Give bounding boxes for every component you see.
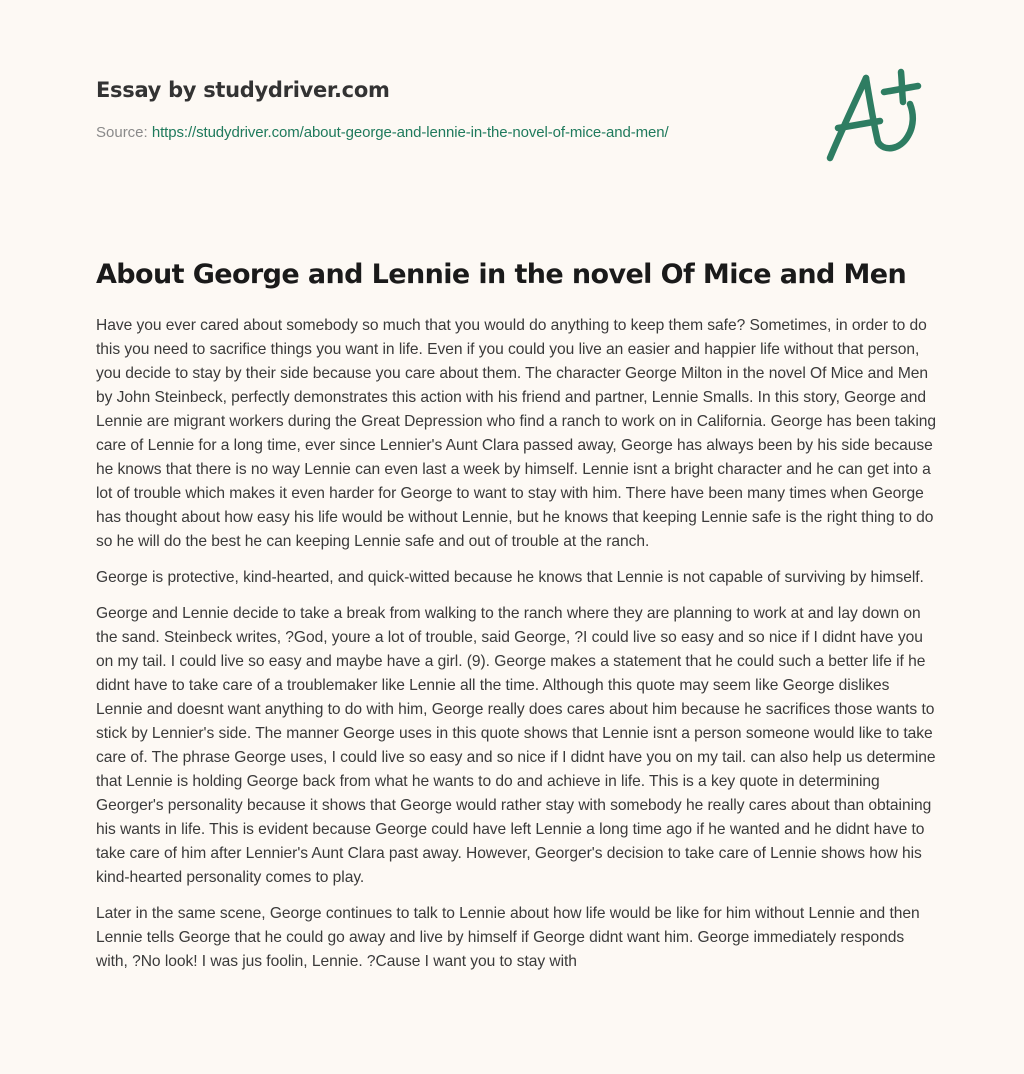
essay-paragraph: George is protective, kind-hearted, and quick-witted because he knows that Lennie is not capable of surviving by himself. [96,569,924,586]
source-label: Source: [96,124,152,141]
essay-paragraph: Later in the same scene, George continues to talk to Lennie about how life would be like for him without Lennie and then Lennie tells George that he could go away and live by himself if George didnt want him. George immediately responds with, ?No look! I was jus foolin, Lennie. ?Cause I want you to stay with [96,905,920,970]
page-header [96,76,796,143]
source-link[interactable]: https://studydriver.com/about-george-and-lennie-in-the-novel-of-mice-and-men/ [151,124,669,141]
essay-body [96,314,936,986]
essay-paragraph: Have you ever cared about somebody so much that you would do anything to keep them safe? Sometimes, in order to do this you need to sacrifice things you want in life. Even if you could you live an easier and happier life without that person, you decide to stay by their side because you care about them. The character George Milton in the novel Of Mice and Men by John Steinbeck, perfectly demonstrates this action with his friend and partner, Lennie Smalls. In this story, George and Lennie are migrant workers during the Great Depression who find a ranch to work on in California. George has been taking care of Lennie for a long time, ever since Lennier's Aunt Clara passed away, George has always been by his side because he knows that there is no way Lennie can even last a week by himself. Lennie isnt a bright character and he can get into a lot of trouble which makes it even harder for George to want to stay with him. There have been many times when George has thought about how easy his life would be without Lennie, but he knows that keeping Lennie safe is the right thing to do so he will do the best he can keeping Lennie safe and out of trouble at the ranch. [96,317,936,550]
essay-paragraph: George and Lennie decide to take a break from walking to the ranch where they are planning to work at and lay down on the sand. Steinbeck writes, ?God, youre a lot of trouble, said George, ?I could live so easy and so nice if I didnt have you on my tail. I could live so easy and maybe have a girl. (9). George makes a statement that he could such a better life if he didnt have to take care of a troublemaker like Lennie all the time. Although this quote may seem like George dislikes Lennie and doesnt want anything to do with him, George really does cares about him because he sacrifices those wants to stick by Lennier's side. The manner George uses in this quote shows that Lennie isnt a person someone would like to take care of. The phrase George uses, I could live so easy and so nice if I didnt have you on my tail. can also help us determine that Lennie is holding George back from what he wants to do and achieve in life. This is a key quote in determining Georger's personality because it shows that George would rather stay with somebody he really cares about than obtaining his wants in life. This is evident because George could have left Lennie a long time ago if he wanted and he didnt have to take care of him after Lennier's Aunt Clara past away. However, Georger's decision to take care of Lennie shows how his kind-hearted personality comes to play. [96,605,936,886]
source-line [96,123,796,143]
site-title: Essay by studydriver.com [96,78,390,102]
a-plus-grade-icon [822,66,928,166]
essay-title: About George and Lennie in the novel Of Mice and Men [96,259,907,290]
